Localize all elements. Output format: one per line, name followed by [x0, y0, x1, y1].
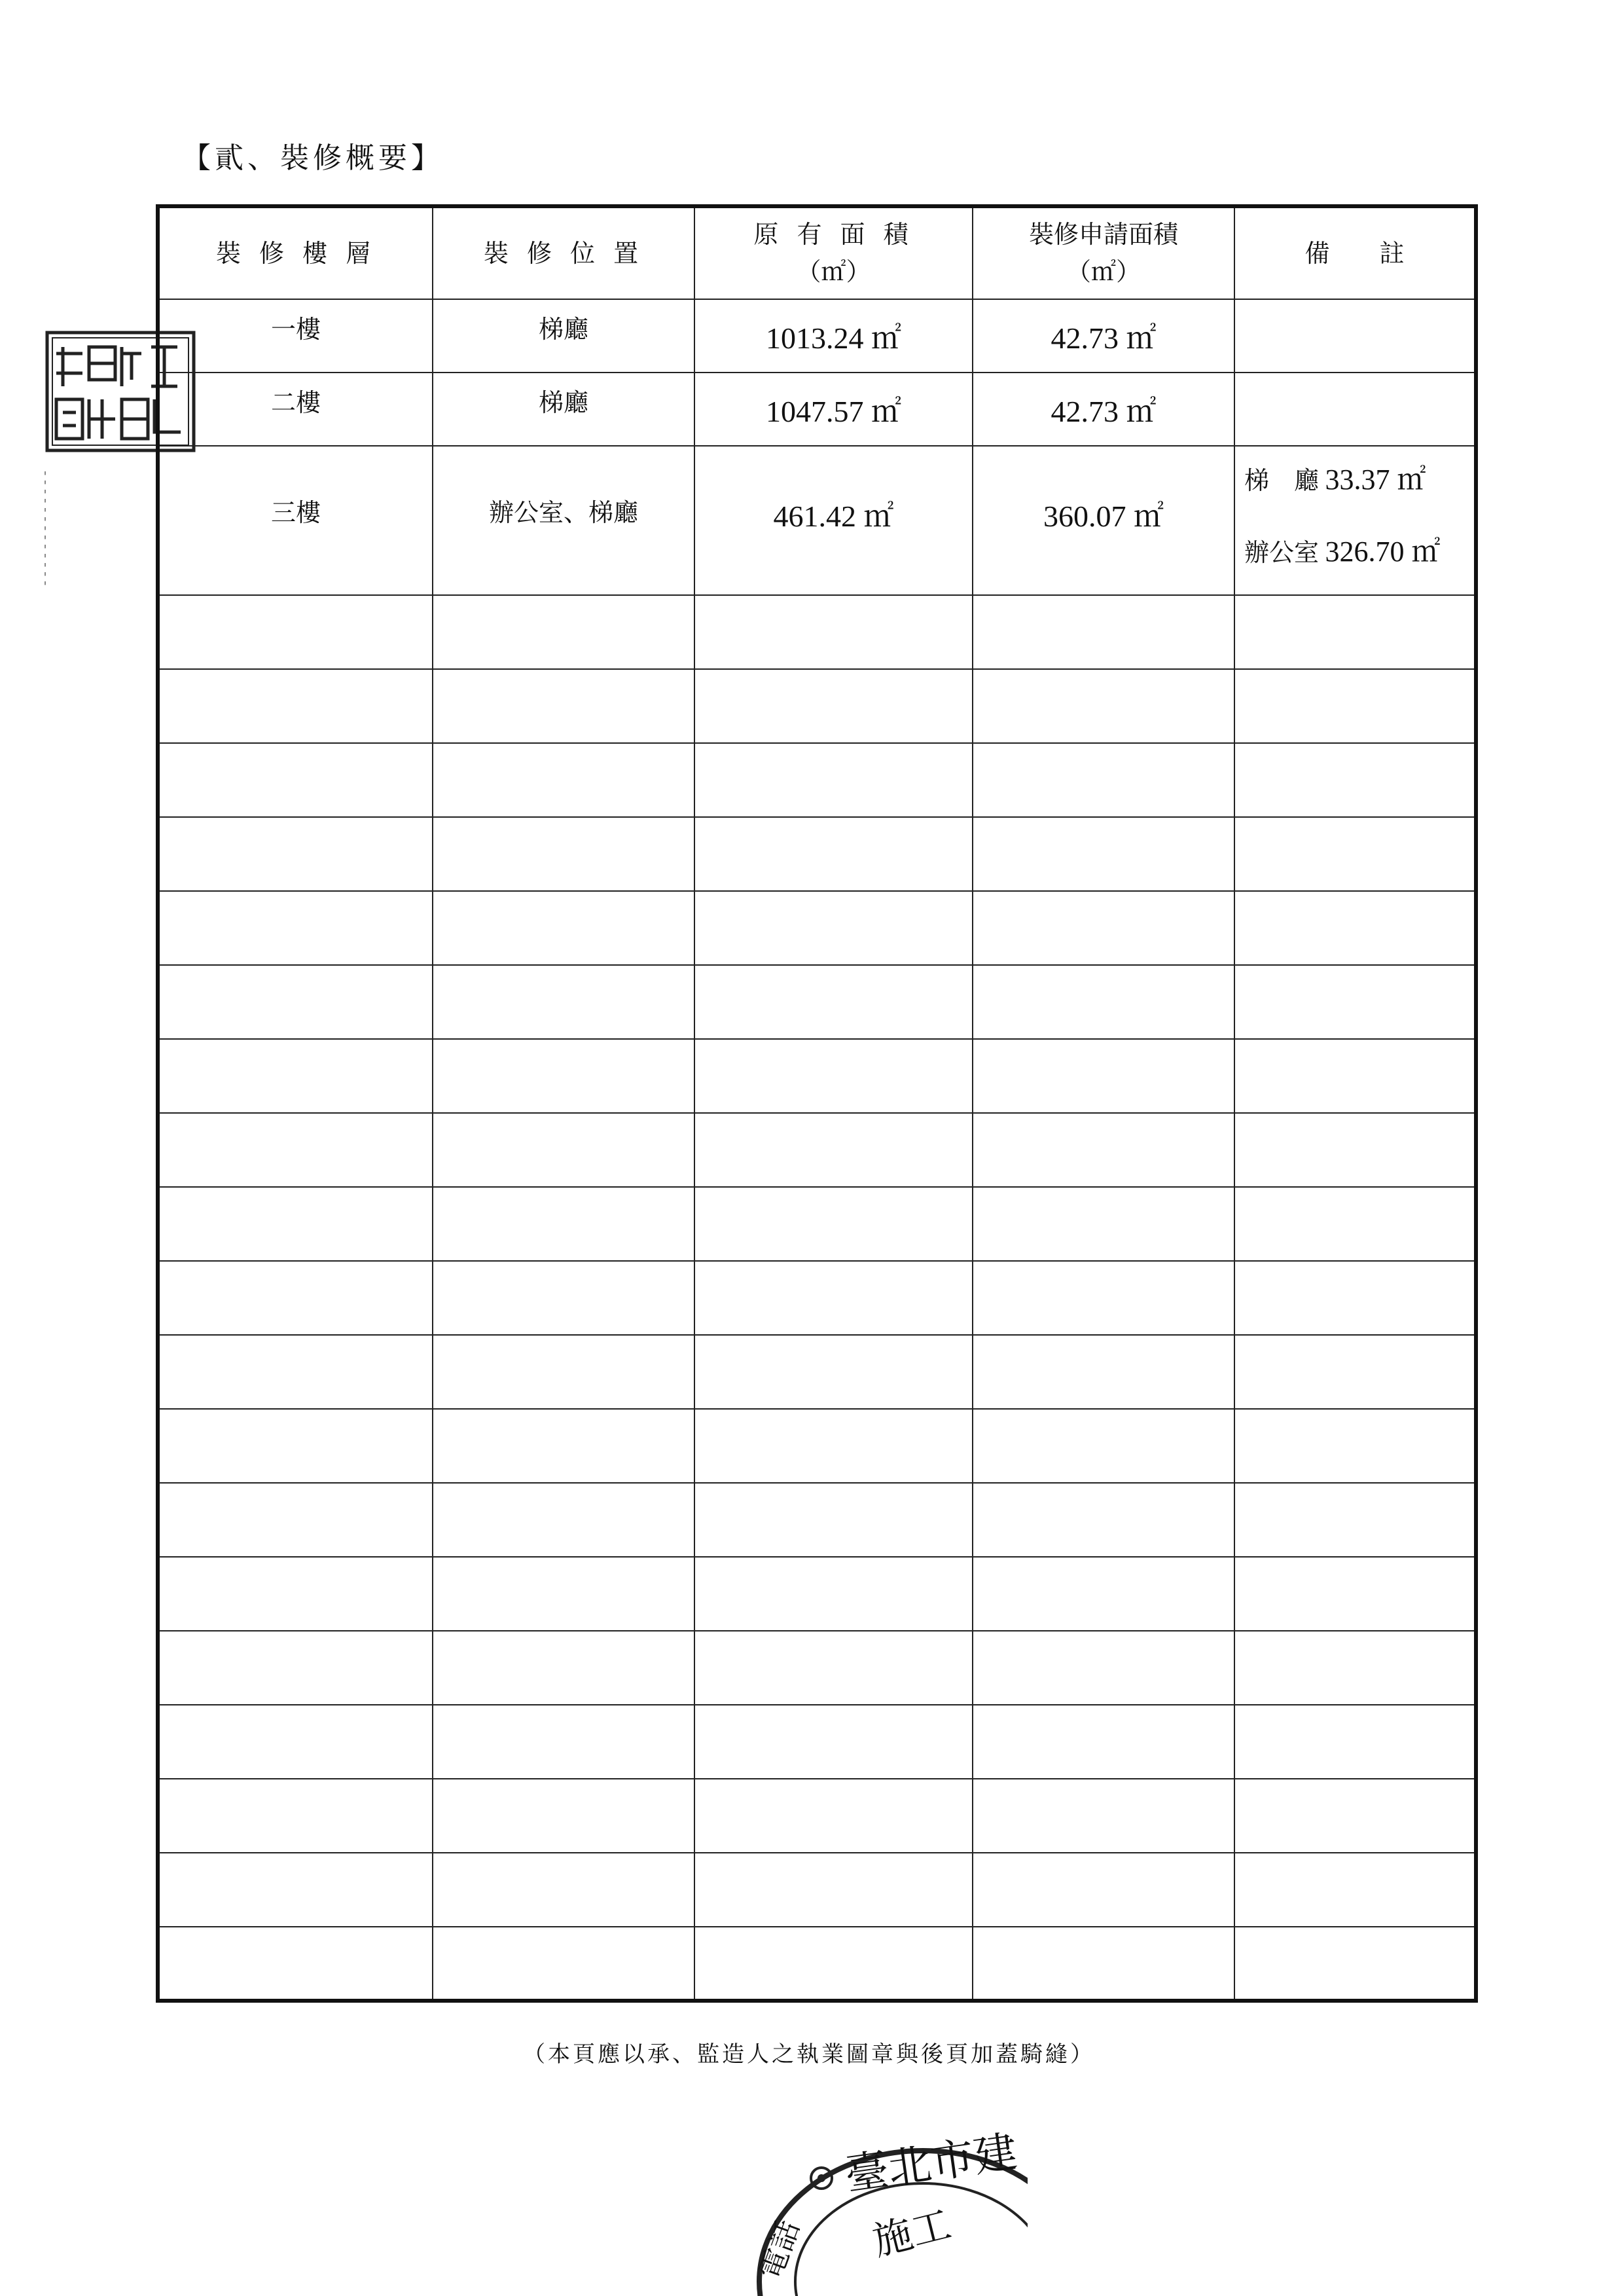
cell-floor — [158, 743, 433, 817]
cell-remarks — [1234, 373, 1476, 446]
cell-original-area — [694, 1853, 973, 1927]
cell-position — [433, 1557, 694, 1631]
cell-position — [433, 891, 694, 965]
remark-line: 辦公室 326.70 ㎡ — [1244, 536, 1441, 568]
cell-applied-area — [973, 1113, 1234, 1187]
cell-floor — [158, 1261, 433, 1335]
table-row-empty — [158, 1557, 1476, 1631]
table-row-empty — [158, 891, 1476, 965]
table-row-empty — [158, 1409, 1476, 1483]
cell-remarks — [1234, 1113, 1476, 1187]
cell-position — [433, 743, 694, 817]
cell-remarks — [1234, 1779, 1476, 1853]
cell-position — [433, 1409, 694, 1483]
cell-original-area — [694, 1113, 973, 1187]
cell-original-area — [694, 965, 973, 1039]
table-row-empty — [158, 1779, 1476, 1853]
cell-floor — [158, 1039, 433, 1113]
cell-applied-area — [973, 1705, 1234, 1779]
table-row — [158, 373, 1476, 446]
cell-remarks — [1234, 1557, 1476, 1631]
cell-remarks — [1234, 1409, 1476, 1483]
table-row-empty — [158, 1261, 1476, 1335]
cell-original-area — [694, 1335, 973, 1409]
cell-floor — [158, 1187, 433, 1261]
cell-applied-area — [973, 1557, 1234, 1631]
cell-original-area — [694, 891, 973, 965]
table-row-empty — [158, 817, 1476, 891]
cell-original-area: 461.42 ㎡ — [694, 446, 973, 595]
cell-applied-area — [973, 1261, 1234, 1335]
cell-original-area — [694, 1409, 973, 1483]
cell-floor — [158, 1853, 433, 1927]
cell-floor — [158, 1409, 433, 1483]
cell-original-area — [694, 1779, 973, 1853]
cell-remarks — [1234, 817, 1476, 891]
cell-floor: 三樓 — [158, 446, 433, 595]
cell-remarks — [1234, 1335, 1476, 1409]
cell-remarks — [1234, 1853, 1476, 1927]
seal-text: 臺北市建 — [842, 2126, 1020, 2200]
header-applied-area: 裝修申請面積 （㎡） — [973, 206, 1234, 299]
cell-applied-area — [973, 1409, 1234, 1483]
cell-remarks — [1234, 446, 1476, 595]
cell-applied-area — [973, 1631, 1234, 1705]
section-title: 【貳、裝修概要】 — [182, 141, 444, 175]
cell-remarks — [1234, 1705, 1476, 1779]
cell-original-area — [694, 743, 973, 817]
cell-floor — [158, 965, 433, 1039]
cell-position — [433, 1187, 694, 1261]
header-position: 裝 修 位 置 — [433, 206, 694, 299]
cell-remarks — [1234, 1483, 1476, 1557]
cell-applied-area — [973, 1853, 1234, 1927]
cell-position — [433, 1261, 694, 1335]
cell-remarks — [1234, 965, 1476, 1039]
table-row-empty — [158, 1631, 1476, 1705]
table-row-empty — [158, 1113, 1476, 1187]
cell-position — [433, 1631, 694, 1705]
table-row-empty — [158, 669, 1476, 743]
cell-applied-area — [973, 817, 1234, 891]
table-row-empty — [158, 595, 1476, 669]
cell-original-area — [694, 1927, 973, 2001]
table-row-empty — [158, 965, 1476, 1039]
cell-original-area — [694, 817, 973, 891]
cell-applied-area — [973, 1483, 1234, 1557]
cell-original-area — [694, 1483, 973, 1557]
cell-floor — [158, 891, 433, 965]
cell-remarks — [1234, 669, 1476, 743]
remark-line: 梯 廳 33.37 ㎡ — [1244, 464, 1426, 496]
cell-floor — [158, 1631, 433, 1705]
cell-position — [433, 595, 694, 669]
cell-applied-area: 42.73 ㎡ — [973, 373, 1234, 446]
cell-floor — [158, 817, 433, 891]
table-row-empty — [158, 1853, 1476, 1927]
cell-position — [433, 1113, 694, 1187]
cell-applied-area — [973, 965, 1234, 1039]
seal-side-text: 電話 — [753, 2215, 806, 2284]
footer-note: （本頁應以承、監造人之執業圖章與後頁加蓋騎縫） — [523, 2041, 1095, 2068]
table-row-empty — [158, 1039, 1476, 1113]
cell-remarks — [1234, 743, 1476, 817]
cell-position: 辦公室、梯廳 — [433, 446, 694, 595]
cell-floor — [158, 669, 433, 743]
header-floor: 裝 修 樓 層 — [158, 206, 433, 299]
cell-position — [433, 669, 694, 743]
cell-floor: 二樓 — [158, 373, 433, 446]
table-row-empty — [158, 743, 1476, 817]
cell-position — [433, 965, 694, 1039]
cell-remarks — [1234, 1187, 1476, 1261]
cell-floor — [158, 1557, 433, 1631]
cell-applied-area — [973, 595, 1234, 669]
cell-remarks — [1234, 299, 1476, 373]
cell-applied-area — [973, 1335, 1234, 1409]
renovation-summary-table — [156, 204, 1478, 2003]
table-row-empty — [158, 1335, 1476, 1409]
table-row-empty — [158, 1187, 1476, 1261]
table-row-empty — [158, 1705, 1476, 1779]
header-remarks: 備 註 — [1234, 206, 1476, 299]
official-seal-icon — [753, 2092, 1028, 2296]
cell-applied-area — [973, 1187, 1234, 1261]
cell-floor — [158, 1113, 433, 1187]
cell-applied-area — [973, 891, 1234, 965]
cell-remarks — [1234, 1039, 1476, 1113]
cell-applied-area — [973, 1039, 1234, 1113]
cell-floor: 一樓 — [158, 299, 433, 373]
table-row-empty — [158, 1927, 1476, 2001]
cell-position — [433, 1039, 694, 1113]
table-row-empty — [158, 1483, 1476, 1557]
cell-remarks — [1234, 1631, 1476, 1705]
header-original-area: 原 有 面 積 （㎡） — [694, 206, 973, 299]
cell-floor — [158, 595, 433, 669]
cell-position — [433, 1483, 694, 1557]
cell-floor — [158, 1335, 433, 1409]
cell-position — [433, 1705, 694, 1779]
cell-remarks — [1234, 1261, 1476, 1335]
cell-original-area: 1013.24 ㎡ — [694, 299, 973, 373]
cell-position — [433, 1335, 694, 1409]
cell-original-area: 1047.57 ㎡ — [694, 373, 973, 446]
cell-remarks — [1234, 891, 1476, 965]
cell-remarks — [1234, 1927, 1476, 2001]
cell-applied-area: 42.73 ㎡ — [973, 299, 1234, 373]
cell-floor — [158, 1779, 433, 1853]
cell-applied-area — [973, 1927, 1234, 2001]
cell-original-area — [694, 1187, 973, 1261]
cell-remarks — [1234, 595, 1476, 669]
cell-applied-area — [973, 669, 1234, 743]
cell-applied-area — [973, 743, 1234, 817]
cell-position: 梯廳 — [433, 299, 694, 373]
cell-position — [433, 1927, 694, 2001]
cell-position: 梯廳 — [433, 373, 694, 446]
table-row — [158, 299, 1476, 373]
cell-applied-area — [973, 1779, 1234, 1853]
cell-original-area — [694, 669, 973, 743]
cell-position — [433, 817, 694, 891]
cell-original-area — [694, 1039, 973, 1113]
cell-original-area — [694, 595, 973, 669]
cell-floor — [158, 1483, 433, 1557]
cell-floor — [158, 1705, 433, 1779]
cell-position — [433, 1853, 694, 1927]
cell-floor — [158, 1927, 433, 2001]
cell-original-area — [694, 1705, 973, 1779]
table-header-row — [158, 206, 1476, 299]
cell-applied-area: 360.07 ㎡ — [973, 446, 1234, 595]
cell-original-area — [694, 1557, 973, 1631]
cell-original-area — [694, 1261, 973, 1335]
margin-dashline — [45, 471, 46, 589]
cell-original-area — [694, 1631, 973, 1705]
seal-subtext: 施工 — [868, 2201, 956, 2265]
cell-position — [433, 1779, 694, 1853]
table-row — [158, 446, 1476, 595]
